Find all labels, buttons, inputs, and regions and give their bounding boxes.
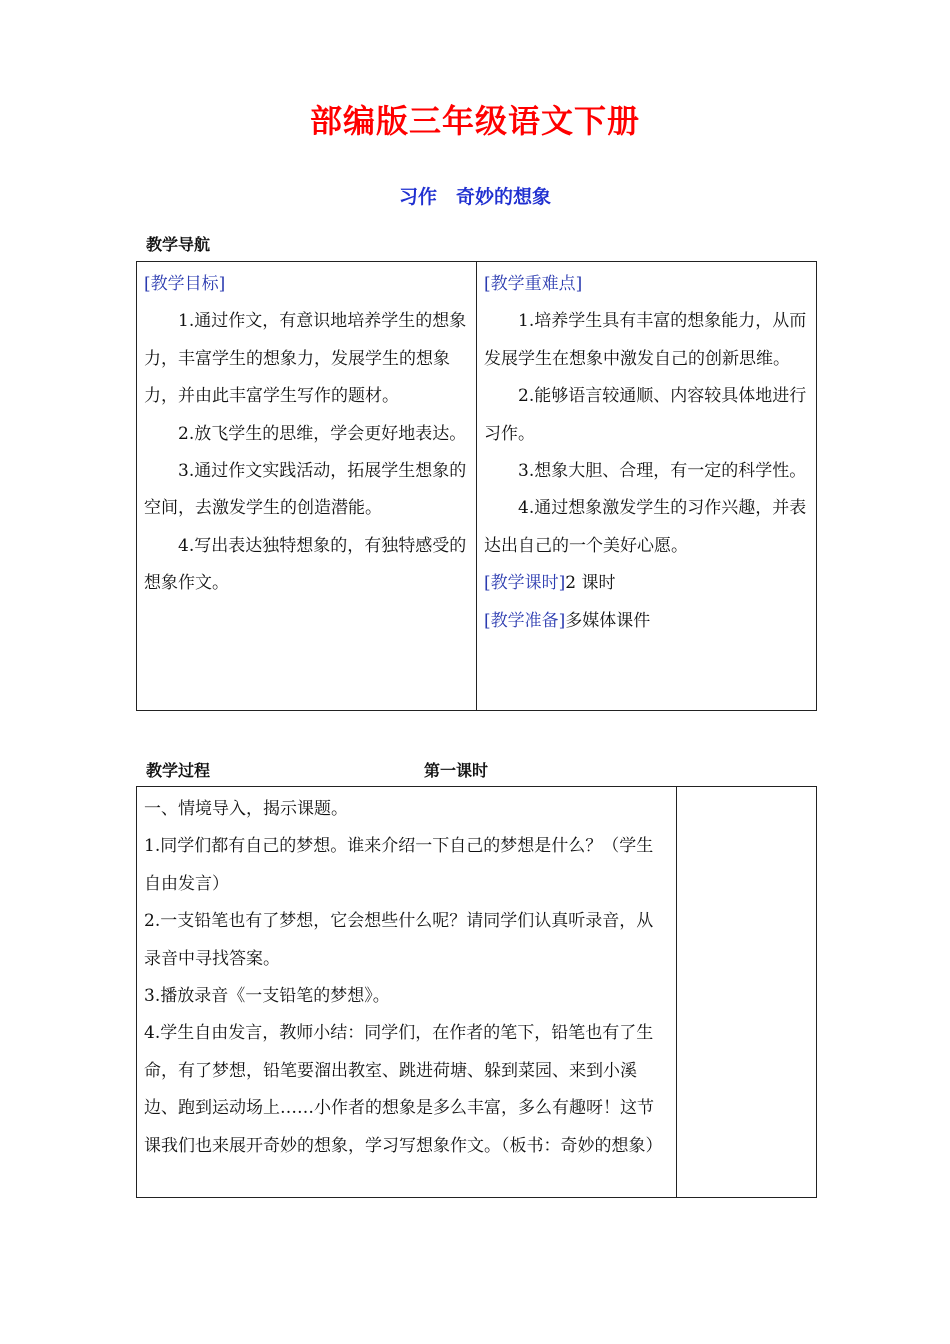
objective-item: 3.通过作文实践活动，拓展学生想象的空间，去激发学生的创造潜能。: [144, 461, 467, 519]
process-line: 3.播放录音《一支铅笔的梦想》。: [144, 986, 390, 1007]
process-line: 1.同学们都有自己的梦想。谁来介绍一下自己的梦想是什么？（学生自由发言）: [144, 836, 654, 894]
prep-value: 多媒体课件: [565, 610, 651, 631]
objective-item: 2.放飞学生的思维，学会更好地表达。: [178, 423, 467, 444]
keypoint-item: 2.能够语言较通顺、内容较具体地进行习作。: [484, 386, 807, 444]
process-line: 一、情境导入，揭示课题。: [144, 799, 348, 819]
keypoint-item: 4.通过想象激发学生的习作兴趣，并表达出自己的一个美好心愿。: [484, 498, 807, 556]
objective-item: 1.通过作文，有意识地培养学生的想象力，丰富学生的想象力，发展学生的想象力，并由此丰富学生写作的题材。: [144, 311, 467, 407]
guide-table: [136, 261, 817, 711]
keypoint-item: 3.想象大胆、合理，有一定的科学性。: [518, 461, 807, 482]
teaching-prep: [484, 603, 809, 640]
hours-label: [教学课时]: [484, 573, 566, 594]
prep-label: [教学准备]: [484, 610, 566, 631]
process-notes-cell: [677, 787, 817, 1198]
objective-item: 4.写出表达独特想象的，有独特感受的想象作文。: [144, 535, 467, 594]
process-heading: 教学过程: [146, 761, 211, 780]
process-line: 2.一支铅笔也有了梦想，它会想些什么呢？请同学们认真听录音，从录音中寻找答案。: [144, 911, 654, 969]
guide-heading: 教学导航: [146, 235, 211, 254]
lesson-subtitle: 习作 奇妙的想象: [398, 186, 551, 208]
hours-value: 2 课时: [565, 573, 616, 594]
class-hours: [484, 565, 809, 602]
lesson-label: 第一课时: [424, 761, 489, 780]
process-line: 4.学生自由发言，教师小结：同学们，在作者的笔下，铅笔也有了生命，有了梦想，铅笔要溜出教室、跳进荷塘、躲到菜园、来到小溪边、跑到运动场上……小作者的想象是多么丰富，多么有趣呀！这节课我们也来展开奇妙的想象，学习写想象作文。（板书：奇妙的想象）: [144, 1023, 663, 1156]
process-content-cell: [137, 787, 677, 1198]
process-table: [136, 786, 817, 1198]
keypoints-label: [教学重难点]: [484, 274, 583, 294]
keypoints-cell: [477, 262, 817, 711]
objectives-label: [教学目标]: [144, 274, 226, 294]
objectives-cell: [137, 262, 477, 711]
document-title: 部编版三年级语文下册: [309, 102, 640, 140]
keypoint-item: 1.培养学生具有丰富的想象能力，从而发展学生在想象中激发自己的创新思维。: [484, 311, 807, 369]
